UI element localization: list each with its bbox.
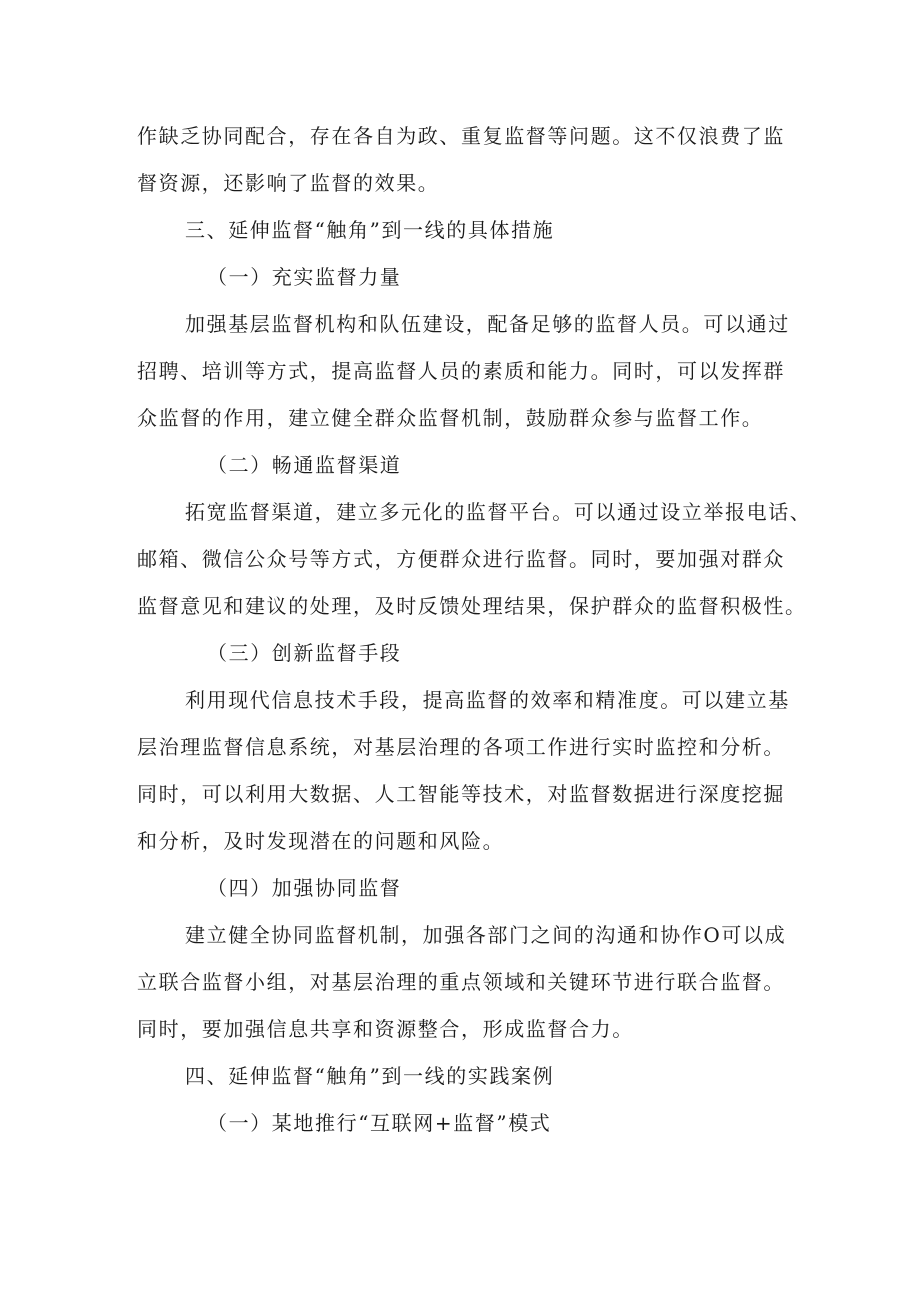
text-line: 同时，要加强信息共享和资源整合，形成监督合力。 — [137, 1017, 634, 1041]
text-line: 同时，可以利用大数据、人工智能等技术，对监督数据进行深度挖掘 — [137, 782, 785, 806]
subsection-heading: （三）创新监督手段 — [207, 641, 402, 665]
text-line: 立联合监督小组，对基层治理的重点领域和关键环节进行联合监督。 — [137, 970, 785, 994]
text-line: 利用现代信息技术手段，提高监督的效率和精准度。可以建立基 — [185, 688, 790, 712]
text-line: 和分析，及时发现潜在的问题和风险。 — [137, 829, 505, 853]
text-line: 作缺乏协同配合，存在各自为政、重复监督等问题。这不仅浪费了监 — [137, 124, 785, 148]
subsection-heading: （二）畅通监督渠道 — [207, 453, 402, 477]
text-line: 层治理监督信息系统，对基层治理的各项工作进行实时监控和分析。 — [137, 735, 785, 759]
text-line: 众监督的作用，建立健全群众监督机制，鼓励群众参与监督工作。 — [137, 406, 764, 430]
text-line: 招聘、培训等方式，提高监督人员的素质和能力。同时，可以发挥群 — [137, 359, 785, 383]
document-body — [137, 116, 812, 1150]
text-line: 邮箱、微信公众号等方式，方便群众进行监督。同时，要加强对群众 — [137, 547, 785, 571]
subsection-heading: （四）加强协同监督 — [207, 876, 402, 900]
text-line: 督资源，还影响了监督的效果。 — [137, 171, 440, 195]
section-heading: 三、延伸监督“触角”到一线的具体措施 — [185, 218, 555, 242]
text-line: 拓宽监督渠道，建立多元化的监督平台。可以通过设立举报电话、 — [185, 500, 812, 524]
text-line: 加强基层监督机构和队伍建设，配备足够的监督人员。可以通过 — [185, 312, 790, 336]
text-line: 监督意见和建议的处理，及时反馈处理结果，保护群众的监督积极性。 — [137, 594, 807, 618]
subsection-heading: （一）充实监督力量 — [207, 265, 402, 289]
subsection-heading: （一）某地推行“互联网+监督”模式 — [207, 1111, 552, 1135]
text-line: 建立健全协同监督机制，加强各部门之间的沟通和协作O可以成 — [185, 923, 787, 947]
section-heading: 四、延伸监督“触角”到一线的实践案例 — [185, 1064, 555, 1088]
